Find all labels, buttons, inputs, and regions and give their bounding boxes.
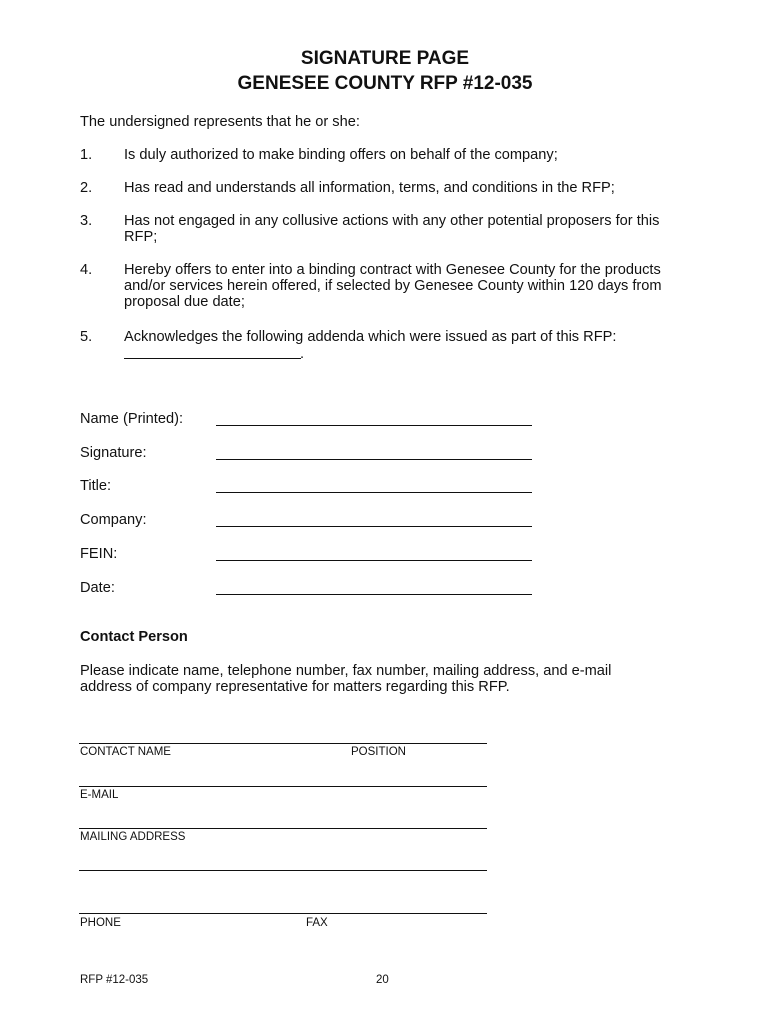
contact-name-label: CONTACT NAME: [80, 746, 171, 758]
addenda-input-line[interactable]: [124, 358, 301, 359]
list-item-number: 4.: [80, 262, 93, 278]
list-item-number: 3.: [80, 213, 93, 229]
field-label-name: Name (Printed):: [80, 411, 183, 427]
field-label-title: Title:: [80, 478, 112, 494]
email-input-line[interactable]: [79, 786, 487, 787]
phone-fax-input-line[interactable]: [79, 913, 487, 914]
signature-input-line[interactable]: [216, 459, 532, 460]
contact-heading: Contact Person: [80, 629, 188, 645]
page-subtitle: GENESEE COUNTY RFP #12-035: [237, 73, 533, 94]
field-label-date: Date:: [80, 580, 115, 596]
field-label-fein: FEIN:: [80, 546, 118, 562]
title-input-line[interactable]: [216, 492, 532, 493]
list-item-text: Is duly authorized to make binding offers on behalf of the company;: [124, 147, 558, 163]
page-number: 20: [376, 974, 389, 986]
fein-input-line[interactable]: [216, 560, 532, 561]
list-item-text: Hereby offers to enter into a binding contract with Genesee County for the products and/or services herein offered, if selected by Genesee County within 120 days from proposal due date;: [124, 262, 662, 310]
field-label-signature: Signature:: [80, 445, 147, 461]
mailing-address-input-line[interactable]: [79, 828, 487, 829]
name-printed-input-line[interactable]: [216, 425, 532, 426]
list-item-text: Has not engaged in any collusive actions with any other potential proposers for this RFP;: [124, 213, 660, 245]
page-title: SIGNATURE PAGE: [300, 48, 470, 69]
company-input-line[interactable]: [216, 526, 532, 527]
field-label-company: Company:: [80, 512, 147, 528]
list-item-text: Has read and understands all information, terms, and conditions in the RFP;: [124, 180, 615, 196]
mailing-address-second-input-line[interactable]: [79, 870, 487, 871]
fax-label: FAX: [306, 917, 328, 929]
position-label: POSITION: [351, 746, 406, 758]
list-item-number: 2.: [80, 180, 93, 196]
phone-label: PHONE: [80, 917, 121, 929]
list-item-number: 5.: [80, 329, 93, 345]
date-input-line[interactable]: [216, 594, 532, 595]
contact-name-position-input-line[interactable]: [79, 743, 487, 744]
contact-instructions: Please indicate name, telephone number, fax number, mailing address, and e-mail address of company representative for matters regarding this RFP.: [80, 663, 612, 695]
email-label: E-MAIL: [80, 789, 119, 801]
addenda-period: .: [300, 346, 305, 362]
list-item-text: Acknowledges the following addenda which were issued as part of this RFP:: [124, 329, 617, 345]
intro-text: The undersigned represents that he or she:: [80, 114, 360, 130]
footer-rfp-number: RFP #12-035: [80, 974, 149, 986]
mailing-address-label: MAILING ADDRESS: [80, 831, 186, 843]
list-item-number: 1.: [80, 147, 93, 163]
